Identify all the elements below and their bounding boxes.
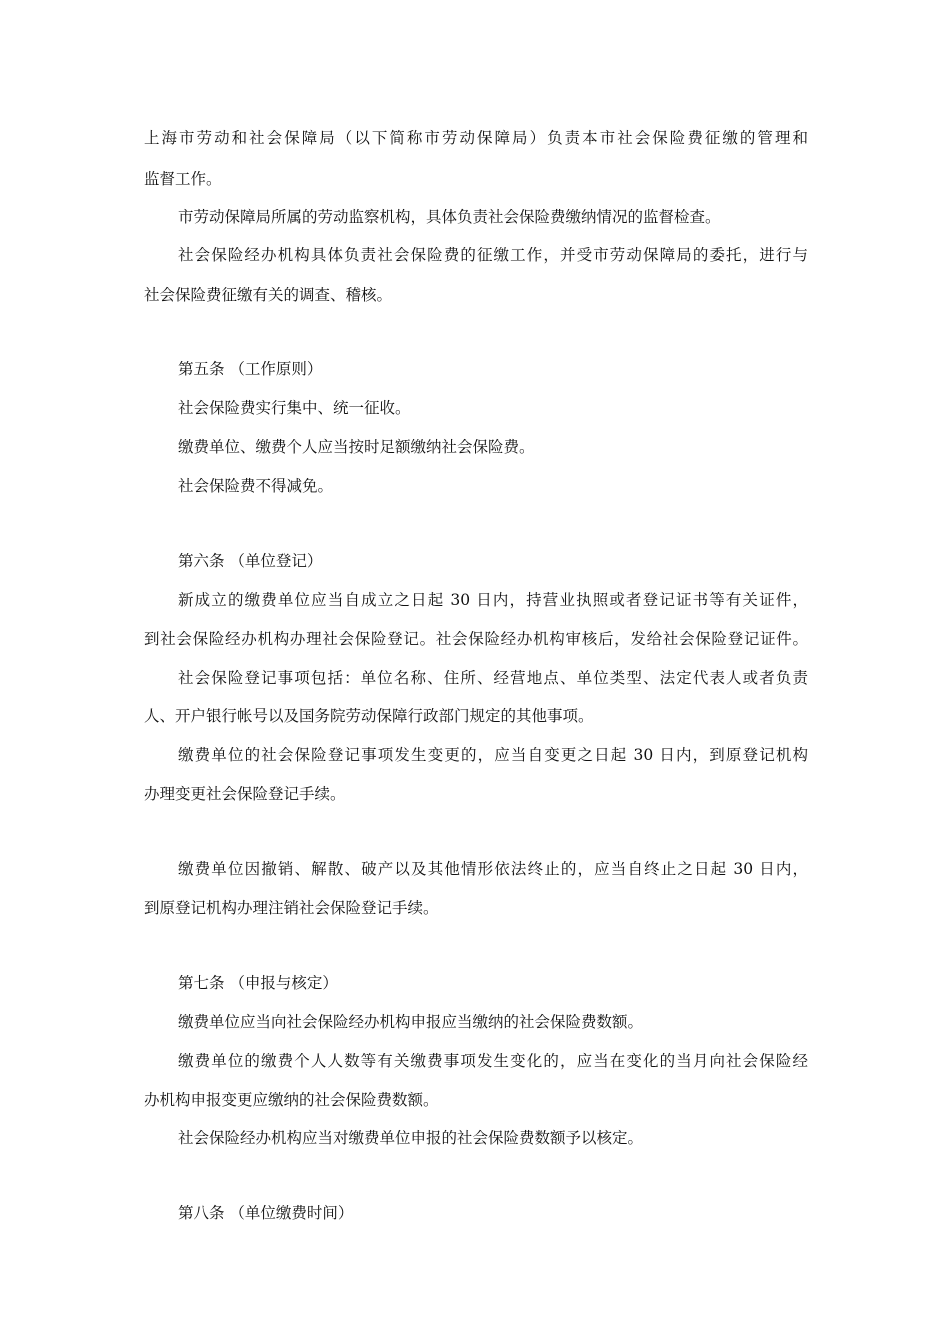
article-heading: 第五条 （工作原则） xyxy=(178,360,323,378)
paragraph-line: 监督工作。 xyxy=(144,170,222,188)
paragraph-line: 缴费单位的缴费个人人数等有关缴费事项发生变化的，应当在变化的当月向社会保险经 xyxy=(178,1052,808,1070)
article-heading: 第六条 （单位登记） xyxy=(178,552,323,570)
paragraph-line: 社会保险费不得减免。 xyxy=(178,477,334,495)
paragraph-line: 新成立的缴费单位应当自成立之日起 30 日内，持营业执照或者登记证书等有关证件， xyxy=(178,591,808,609)
paragraph-line: 缴费单位因撤销、解散、破产以及其他情形依法终止的，应当自终止之日起 30 日内， xyxy=(178,860,808,878)
paragraph-line: 市劳动保障局所属的劳动监察机构，具体负责社会保险费缴纳情况的监督检查。 xyxy=(178,208,721,226)
paragraph-line: 办机构申报变更应缴纳的社会保险费数额。 xyxy=(144,1091,439,1109)
paragraph-line: 社会保险费征缴有关的调查、稽核。 xyxy=(144,286,393,304)
paragraph-line: 社会保险经办机构具体负责社会保险费的征缴工作，并受市劳动保障局的委托，进行与 xyxy=(178,246,808,264)
article-heading: 第七条 （申报与核定） xyxy=(178,974,338,992)
paragraph-line: 办理变更社会保险登记手续。 xyxy=(144,785,346,803)
paragraph-line: 社会保险费实行集中、统一征收。 xyxy=(178,399,411,417)
article-heading: 第八条 （单位缴费时间） xyxy=(178,1204,354,1222)
paragraph-line: 到原登记机构办理注销社会保险登记手续。 xyxy=(144,899,439,917)
paragraph-line: 社会保险经办机构应当对缴费单位申报的社会保险费数额予以核定。 xyxy=(178,1129,644,1147)
paragraph-line: 上海市劳动和社会保障局（以下简称市劳动保障局）负责本市社会保险费征缴的管理和 xyxy=(144,129,808,147)
paragraph-line: 缴费单位、缴费个人应当按时足额缴纳社会保险费。 xyxy=(178,438,535,456)
paragraph-line: 社会保险登记事项包括：单位名称、住所、经营地点、单位类型、法定代表人或者负责 xyxy=(178,669,808,687)
paragraph-line: 缴费单位的社会保险登记事项发生变更的，应当自变更之日起 30 日内，到原登记机构 xyxy=(178,746,808,764)
paragraph-line: 缴费单位应当向社会保险经办机构申报应当缴纳的社会保险费数额。 xyxy=(178,1013,644,1031)
paragraph-line: 人、开户银行帐号以及国务院劳动保障行政部门规定的其他事项。 xyxy=(144,707,594,725)
paragraph-line: 到社会保险经办机构办理社会保险登记。社会保险经办机构审核后，发给社会保险登记证件。 xyxy=(144,630,808,648)
